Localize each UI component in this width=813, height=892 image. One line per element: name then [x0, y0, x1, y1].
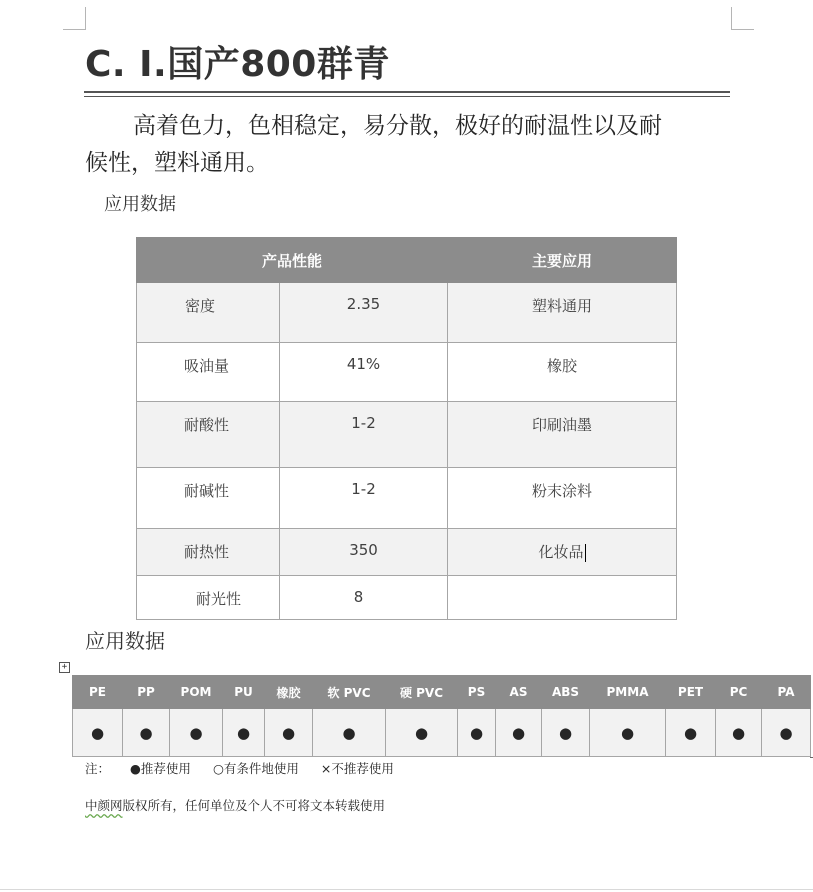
- header-main-applications[interactable]: 主要应用: [448, 238, 677, 283]
- document-title[interactable]: C. I.国产800群青: [85, 44, 390, 85]
- resin-header-soft-pvc[interactable]: 软 PVC: [313, 676, 386, 709]
- table-header-row: [137, 238, 677, 283]
- property-name-cell[interactable]: 耐酸性: [137, 402, 280, 468]
- table-row: [137, 576, 677, 620]
- property-name-cell[interactable]: 耐光性: [137, 576, 280, 620]
- resin-header-ps[interactable]: PS: [458, 676, 496, 709]
- rating-cell[interactable]: ●: [496, 709, 542, 757]
- page-corner-mark-right: [731, 7, 754, 30]
- application-cell[interactable]: [448, 529, 677, 576]
- header-product-properties[interactable]: 产品性能: [137, 238, 448, 283]
- property-name-cell[interactable]: 耐碱性: [137, 468, 280, 529]
- resin-header-pet[interactable]: PET: [666, 676, 716, 709]
- rating-cell[interactable]: ●: [170, 709, 223, 757]
- rating-cell[interactable]: ●: [73, 709, 123, 757]
- intro-line-1: 高着色力，色相稳定，易分散，极好的耐温性以及耐: [133, 113, 662, 139]
- application-cell[interactable]: 塑料通用: [448, 283, 677, 343]
- rating-cell[interactable]: ●: [716, 709, 762, 757]
- copyright-notice[interactable]: [85, 796, 385, 814]
- property-name-cell[interactable]: 吸油量: [137, 343, 280, 402]
- spellcheck-underlined-text: 中颜网: [85, 798, 123, 813]
- rating-cell[interactable]: ●: [590, 709, 666, 757]
- resin-header-pe[interactable]: PE: [73, 676, 123, 709]
- rating-cell[interactable]: ●: [123, 709, 170, 757]
- property-name-cell[interactable]: 耐热性: [137, 529, 280, 576]
- table-row: [137, 283, 677, 343]
- copyright-text: 版权所有，任何单位及个人不可将文本转载使用: [122, 798, 386, 813]
- resin-header-pp[interactable]: PP: [123, 676, 170, 709]
- rating-cell[interactable]: ●: [265, 709, 313, 757]
- application-cell-text: 化妆品: [538, 543, 584, 561]
- property-value-cell[interactable]: 2.35: [280, 283, 448, 343]
- rating-cell[interactable]: ●: [666, 709, 716, 757]
- intro-paragraph[interactable]: [85, 108, 733, 182]
- application-cell[interactable]: 印刷油墨: [448, 402, 677, 468]
- property-value-cell[interactable]: 41%: [280, 343, 448, 402]
- table-row: [137, 529, 677, 576]
- resin-header-pu[interactable]: PU: [223, 676, 265, 709]
- resin-header-as[interactable]: AS: [496, 676, 542, 709]
- rating-cell[interactable]: ●: [223, 709, 265, 757]
- resin-header-pom[interactable]: POM: [170, 676, 223, 709]
- property-value-cell[interactable]: 1-2: [280, 402, 448, 468]
- legend-label: 注：: [85, 761, 111, 776]
- intro-line-2: 候性，塑料通用。: [85, 150, 269, 176]
- property-value-cell[interactable]: 350: [280, 529, 448, 576]
- rating-cell[interactable]: ●: [458, 709, 496, 757]
- rating-cell[interactable]: ●: [542, 709, 590, 757]
- resin-header-pmma[interactable]: PMMA: [590, 676, 666, 709]
- legend-conditional: ○有条件地使用: [212, 761, 299, 776]
- rating-cell[interactable]: ●: [762, 709, 811, 757]
- application-cell[interactable]: [448, 576, 677, 620]
- resin-compatibility-table[interactable]: [72, 675, 811, 757]
- title-rule-thick: [84, 91, 730, 93]
- legend-note[interactable]: [85, 759, 416, 777]
- properties-table[interactable]: [136, 237, 677, 620]
- application-cell[interactable]: 橡胶: [448, 343, 677, 402]
- page-bottom-edge: [0, 889, 813, 890]
- table-row: [137, 468, 677, 529]
- property-value-cell[interactable]: 1-2: [280, 468, 448, 529]
- resin-header-row: [73, 676, 811, 709]
- resin-header-rigid-pvc[interactable]: 硬 PVC: [386, 676, 458, 709]
- table-move-handle-icon[interactable]: +: [59, 662, 70, 673]
- page-corner-mark-left: [63, 7, 86, 30]
- resin-header-abs[interactable]: ABS: [542, 676, 590, 709]
- property-name-cell[interactable]: 密度: [137, 283, 280, 343]
- rating-cell[interactable]: ●: [386, 709, 458, 757]
- property-value-cell[interactable]: 8: [280, 576, 448, 620]
- rating-cell[interactable]: ●: [313, 709, 386, 757]
- table-row: [137, 402, 677, 468]
- resin-header-rubber[interactable]: 橡胶: [265, 676, 313, 709]
- title-rule-thin: [84, 96, 730, 97]
- application-cell[interactable]: 粉末涂料: [448, 468, 677, 529]
- section-heading-application-data-2[interactable]: 应用数据: [85, 629, 165, 653]
- legend-recommended: ●推荐使用: [130, 761, 191, 776]
- text-cursor: [585, 544, 586, 562]
- legend-not-recommended: ×不推荐使用: [320, 761, 394, 776]
- resin-rating-row: [73, 709, 811, 757]
- section-heading-application-data[interactable]: 应用数据: [104, 194, 176, 215]
- resin-header-pc[interactable]: PC: [716, 676, 762, 709]
- table-row: [137, 343, 677, 402]
- resin-header-pa[interactable]: PA: [762, 676, 811, 709]
